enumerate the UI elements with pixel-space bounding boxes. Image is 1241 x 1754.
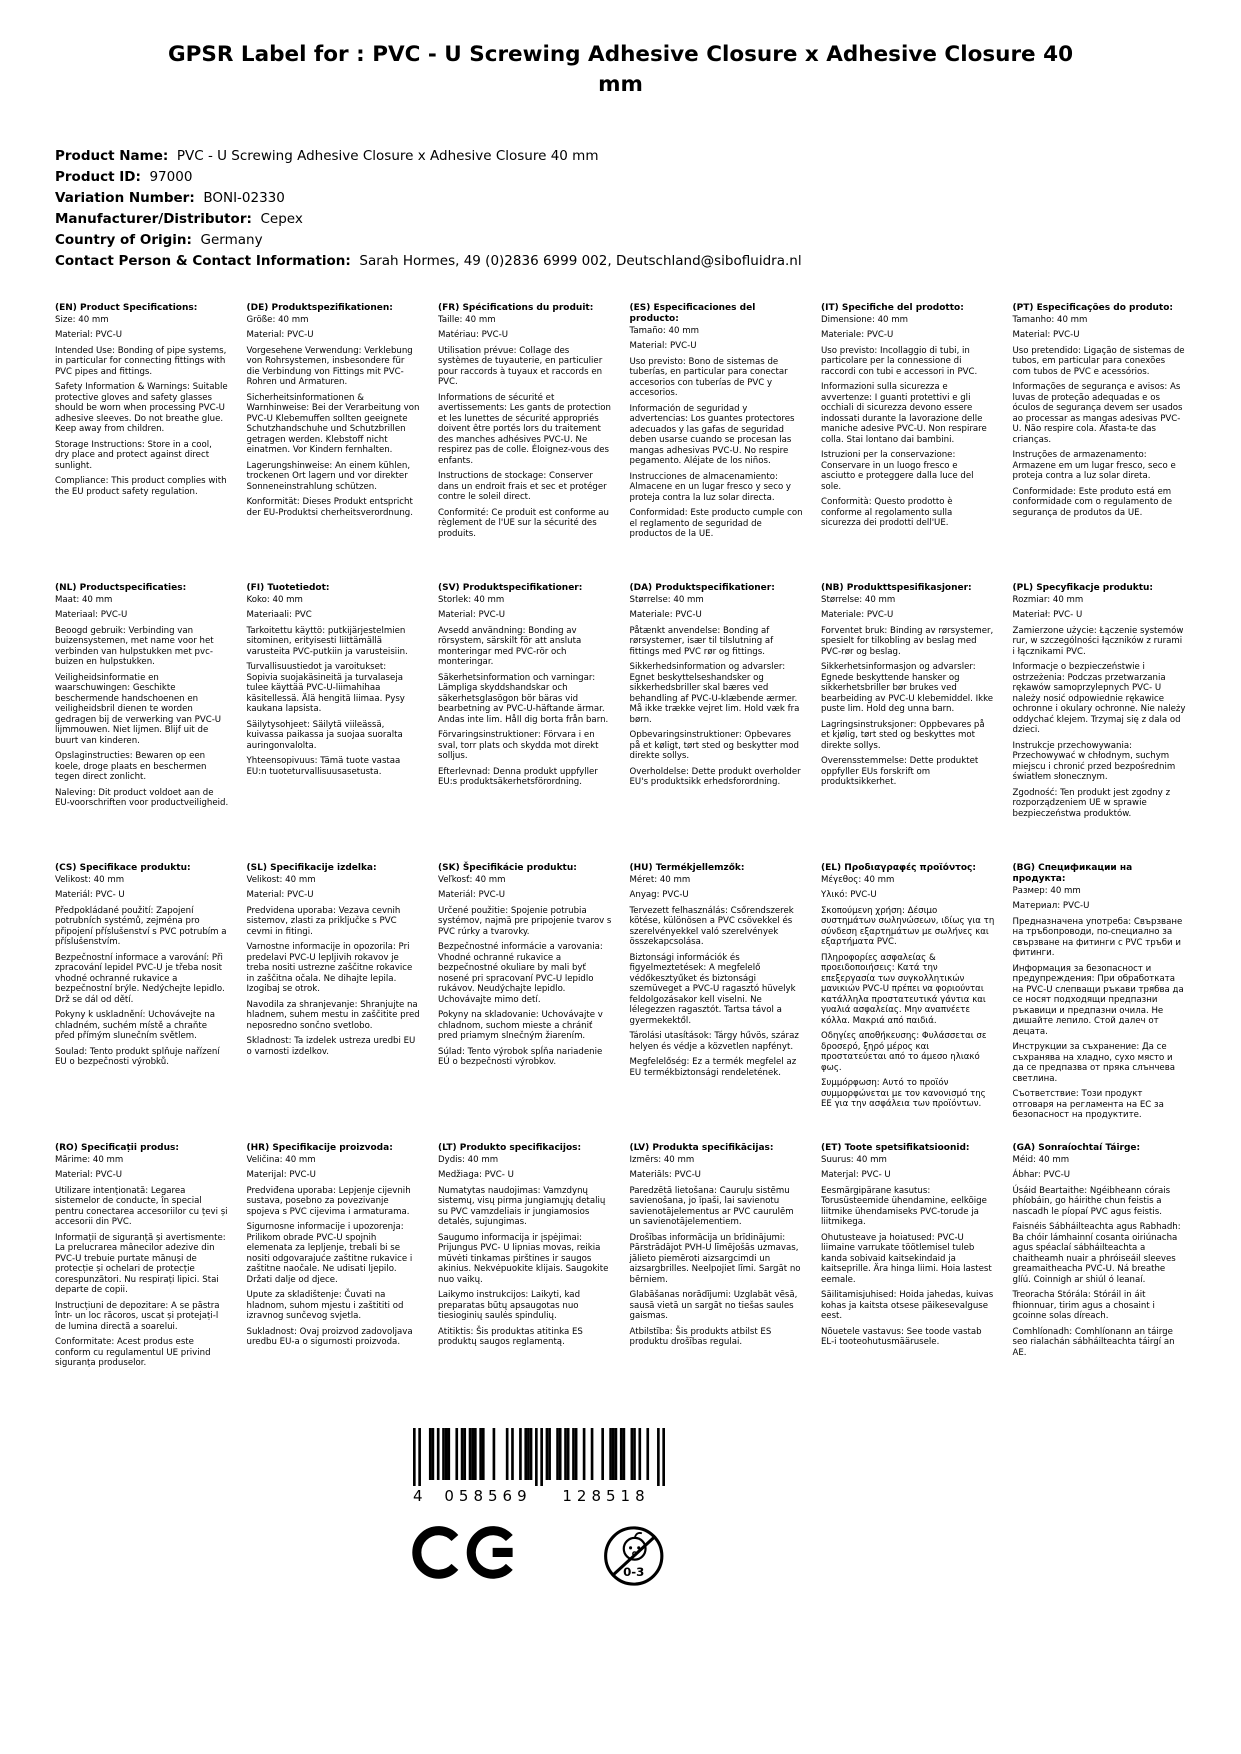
product-info-label: Product ID: — [55, 169, 141, 185]
language-block-header: (SL) Specifikacije izdelka: — [246, 863, 377, 873]
language-block-paragraph: Beoogd gebruik: Verbinding van buizensystemen, met name voor het verbinden van hulpstukken met pvc-buizen en hulpstukken. — [55, 625, 214, 668]
language-block-sk — [438, 863, 612, 1143]
language-block-fr — [438, 303, 612, 583]
language-block-paragraph: Materiaal: PVC-U — [55, 610, 128, 621]
language-block-paragraph: Numatytas naudojimas: Vamzdynų sistemų, visų pirma jungiamųjų detalių su PVC vamzdeliais ir jungiamosios detalės, sujungimas. — [438, 1185, 606, 1228]
language-block-paragraph: Materiaali: PVC — [246, 610, 312, 621]
language-block-paragraph: Eesmärgipärane kasutus: Torusüsteemide ühendamine, eelkõige liitmike ühendamiseks PVC-torude ja liitmikega. — [821, 1185, 987, 1228]
bottom-section — [413, 1428, 665, 1591]
language-block-paragraph: Conformidad: Este producto cumple con el reglamento de seguridad de productos de la UE. — [629, 508, 803, 540]
language-block-paragraph: Súlad: Tento výrobok spĺňa nariadenie EÚ o bezpečnosti výrobkov. — [438, 1046, 603, 1068]
language-block-es — [630, 303, 804, 583]
language-block-paragraph: Material: PVC-U — [438, 610, 505, 621]
language-block-paragraph: Dimensione: 40 mm — [821, 314, 909, 325]
language-block-paragraph: Atbilstība: Šis produkts atbilst ES produktu drošības regulai. — [629, 1326, 772, 1348]
language-block-paragraph: Uso previsto: Bono de sistemas de tuberías, en particular para conectar accesorios con tuberías de PVC y accesorios. — [629, 356, 788, 399]
language-block-paragraph: Μέγεθος: 40 mm — [821, 874, 895, 885]
language-block-paragraph: Instrucciones de almacenamiento: Almacene en un lugar fresco y seco y proteja contra la luz solar directa. — [629, 471, 792, 503]
language-block-paragraph: Información de seguridad y advertencias: Los guantes protectores adecuados y las gafas de seguridad deben usarse cuando se procesan las mangas adhesivas PVC-U. No respire pegamento. Aléjate de los niños. — [629, 403, 795, 467]
barcode-group-1: 058569 — [444, 1487, 532, 1505]
language-block-paragraph: Materiale: PVC-U — [629, 610, 702, 621]
product-info-value: BONI-02330 — [194, 190, 285, 206]
product-info-label: Country of Origin: — [55, 232, 192, 248]
language-block-paragraph: Instrucțiuni de depozitare: A se păstra într- un loc răcoros, uscat și protejați-l de lumina directă a soarelui. — [55, 1300, 220, 1332]
language-block-paragraph: Určené použitie: Spojenie potrubia systémov, najmä pre pripojenie tvarov s PVC rúrky a tvarovky. — [438, 905, 612, 937]
language-block-header: (FI) Tuotetiedot: — [246, 583, 330, 593]
language-block-paragraph: Size: 40 mm — [55, 314, 109, 325]
product-info-row — [55, 167, 1186, 188]
language-block-paragraph: Lagringsinstruksjoner: Oppbevares på et kjølig, tørt sted og beskyttes mot direkte sollys. — [821, 719, 985, 751]
language-block-paragraph: Méid: 40 mm — [1012, 1154, 1070, 1165]
language-block-hr — [247, 1143, 421, 1423]
language-block-paragraph: Bezpečnostné informácie a varovania: Vhodné ochranné rukavice a bezpečnostné okuliare by mali byť nosené pri spracovaní PVC-U lepidlo rukávov. Neudýchajte lepidlo. Uchovávajte mimo detí. — [438, 942, 603, 1005]
language-block-et — [821, 1143, 995, 1423]
language-block-paragraph: Pokyny na skladovanie: Uchovávajte v chladnom, suchom mieste a chrániť pred priamym slnečným žiarením. — [438, 1010, 603, 1042]
language-block-paragraph: Tárolási utasítások: Tárgy hűvös, száraz helyen és védje a közvetlen napfényt. — [629, 1031, 799, 1052]
language-block-it — [821, 303, 995, 583]
language-block-paragraph: Anyag: PVC-U — [629, 890, 689, 901]
language-block-header: (CS) Specifikace produktu: — [55, 863, 191, 873]
compliance-marks — [411, 1521, 665, 1591]
language-block-paragraph: Uso pretendido: Ligação de sistemas de tubos, em particular para conexões com tubos de PVC e acessórios. — [1012, 345, 1185, 377]
language-block-paragraph: Säilitamisjuhised: Hoida jahedas, kuivas kohas ja kaitsta otsese päikesevalguse eest. — [821, 1290, 994, 1322]
language-block-fi — [247, 583, 421, 863]
language-block-paragraph: Veličina: 40 mm — [246, 1154, 316, 1165]
language-block-paragraph: Suurus: 40 mm — [821, 1154, 887, 1165]
language-block-paragraph: Velikost: 40 mm — [246, 874, 316, 885]
language-block-paragraph: Instructions de stockage: Conserver dans un endroit frais et sec et protéger contre le soleil direct. — [438, 471, 607, 503]
language-block-paragraph: Bezpečnostní informace a varování: Při zpracování lepidel PVC-U je třeba nosit vhodné ochranné rukavice a bezpečnostní brýle. Nedýchejte lepidlo. Drž se dál od dětí. — [55, 952, 225, 1005]
language-block-sv — [438, 583, 612, 863]
language-block-paragraph: Glabāšanas norādījumi: Uzglabāt vēsā, sausā vietā un sargāt no tiešas saules gaismas. — [629, 1290, 798, 1322]
language-block-paragraph: Treoracha Stórála: Stóráil in áit fhionnuar, tirim agus a chosaint i gcoinne solas díreach. — [1012, 1290, 1155, 1322]
language-block-paragraph: Предназначена употреба: Свързване на тръбопроводи, по-специално за свързване на фитинги с PVC тръби и фитинги. — [1012, 916, 1183, 959]
product-info-row — [55, 230, 1186, 251]
language-block-paragraph: Materiāls: PVC-U — [629, 1170, 701, 1181]
language-block-paragraph: Zamierzone użycie: Łączenie systemów rur, w szczególności łączników z rurami i łącznikami PVC. — [1012, 625, 1184, 657]
product-info-label: Product Name: — [55, 148, 169, 164]
product-info-value: Germany — [191, 232, 263, 248]
barcode-digits — [413, 1487, 665, 1505]
language-block-nl — [55, 583, 229, 863]
language-block-paragraph: Overholdelse: Dette produkt overholder EU's produktsikk erhedsforordning. — [629, 766, 801, 788]
language-block-paragraph: Sicherheitsinformationen & Warnhinweise: Bei der Verarbeitung von PVC-U Klebemuffen sollten geeignete Schutzhandschuhe und Schutzbrillen getragen werden. Klebstoff nicht einatmen. Vor Kindern fernhalten. — [246, 392, 420, 456]
language-block-sl — [247, 863, 421, 1143]
language-block-en — [55, 303, 229, 583]
language-block-paragraph: Comhlíonadh: Comhlíonann an táirge seo rialachán sábháilteachta táirgí an AE. — [1012, 1326, 1175, 1358]
language-block-paragraph: Laikymo instrukcijos: Laikyti, kad preparatas būtų apsaugotas nuo tiesioginių saulės spindulių. — [438, 1290, 581, 1322]
product-info-value: PVC - U Screwing Adhesive Closure x Adhesive Closure 40 mm — [168, 148, 599, 164]
language-block-bg — [1013, 863, 1187, 1143]
language-block-paragraph: Conformità: Questo prodotto è conforme al regolamento sulla sicurezza dei prodotti dell'UE. — [821, 497, 953, 529]
language-block-paragraph: Izmērs: 40 mm — [629, 1154, 695, 1165]
language-block-pl — [1013, 583, 1187, 863]
language-block-paragraph: Skladnost: Ta izdelek ustreza uredbi EU o varnosti izdelkov. — [246, 1036, 416, 1057]
language-block-ro — [55, 1143, 229, 1423]
language-block-paragraph: Υλικό: PVC-U — [821, 890, 877, 901]
language-block-paragraph: Dydis: 40 mm — [438, 1154, 499, 1165]
language-block-paragraph: Předpokládané použití: Zapojení potrubních systémů, zejména pro připojení příslušenství s PVC potrubím a příslušenstvím. — [55, 905, 227, 948]
language-block-header: (BG) Спецификации на продукта: — [1012, 863, 1133, 884]
language-block-paragraph: Soulad: Tento produkt splňuje nařízení EU o bezpečnosti výrobků. — [55, 1046, 220, 1068]
language-block-paragraph: Størrelse: 40 mm — [629, 594, 704, 605]
language-block-lv — [630, 1143, 804, 1423]
language-block-paragraph: Istruzioni per la conservazione: Conservare in un luogo fresco e asciutto e proteggere dalla luce del sole. — [821, 450, 974, 492]
product-info-row — [55, 146, 1186, 167]
language-block-paragraph: Förvaringsinstruktioner: Förvara i en sval, torr plats och skydda mot direkt solljus. — [438, 730, 599, 762]
language-block-paragraph: Sikkerhetsinformasjon og advarsler: Egnede beskyttende hansker og sikkerhetsbriller bør brukes ved bearbeiding av PVC-U klebemiddel. Ikke puste lim. Hold deg unna barn. — [821, 662, 994, 715]
language-block-paragraph: Opbevaringsinstruktioner: Opbevares på et køligt, tørt sted og beskytter mod direkte sollys. — [629, 730, 800, 762]
product-info-label: Contact Person & Contact Information: — [55, 253, 351, 269]
language-block-header: (HU) Termékjellemzők: — [629, 863, 745, 873]
language-block-paragraph: Materiál: PVC-U — [438, 890, 505, 901]
language-block-paragraph: Mărime: 40 mm — [55, 1154, 124, 1165]
language-block-header: (LV) Produkta specifikācijas: — [629, 1143, 774, 1153]
language-block-paragraph: Инструкции за съхранение: Да се съхранява на хладно, сухо място и да се предпазва от пряка слънчева светлина. — [1012, 1042, 1176, 1084]
language-block-paragraph: Paredzētā lietošana: Cauruļu sistēmu savienošana, jo īpaši, lai savienotu savienotājelementus ar PVC caurulēm un savienotājelementiem. — [629, 1185, 794, 1228]
language-block-header: (ET) Toote spetsifikatsioonid: — [821, 1143, 970, 1153]
language-block-paragraph: Naleving: Dit product voldoet aan de EU-voorschriften voor productveiligheid. — [55, 787, 229, 809]
language-block-paragraph: Tamanho: 40 mm — [1012, 314, 1088, 325]
language-block-paragraph: Turvallisuustiedot ja varoitukset: Sopivia suojakäsineitä ja turvalaseja tulee käyttää PVC-U-liimahihaa käsitellessä. Älä hengitä liimaa. Pysy kaukana lapsista. — [246, 662, 405, 715]
language-block-paragraph: Σκοπούμενη χρήση: Δέσιμο συστημάτων σωληνώσεων, ιδίως για τη σύνδεση εξαρτημάτων με σωλήνες και εξαρτήματα PVC. — [821, 905, 995, 948]
language-block-paragraph: Utilisation prévue: Collage des systèmes de tuyauterie, en particulier pour raccords à tuyaux et raccords en PVC. — [438, 345, 603, 388]
language-block-paragraph: Opslaginstructies: Bewaren op een koele, droge plaats en beschermen tegen direct zonlicht. — [55, 751, 207, 783]
language-block-paragraph: Pokyny k uskladnění: Uchovávejte na chladném, suchém místě a chraňte před přímým slunečním světlem. — [55, 1010, 215, 1042]
language-block-paragraph: Размер: 40 mm — [1012, 885, 1081, 896]
language-block-paragraph: Sikkerhedsinformation og advarsler: Egnet beskyttelseshandsker og sikkerhedsbriller skal bæres ved behandling af PVC-U-klæbende ærmer. Må ikke trække vejret lim. Hold væk fra børn. — [629, 662, 800, 725]
language-block-paragraph: Material: PVC-U — [1012, 330, 1080, 341]
language-block-header: (EN) Product Specifications: — [55, 303, 198, 313]
language-block-header: (ES) Especificaciones del producto: — [629, 303, 756, 324]
language-block-paragraph: Predvidena uporaba: Vezava cevnih sistemov, zlasti za priključke s PVC cevmi in fitingi. — [246, 905, 401, 937]
barcode-bars-icon — [413, 1428, 665, 1486]
product-info-value: 97000 — [140, 169, 193, 185]
language-block-paragraph: Saugumo informacija ir įspėjimai: Prijungus PVC- U lipnias movas, reikia mūvėti tinkamas pirštines ir saugos akinius. Nekvėpuokite klijais. Saugokite nuo vaikų. — [438, 1232, 609, 1285]
language-block-cs — [55, 863, 229, 1143]
language-block-paragraph: Informations de sécurité et avertissements: Les gants de protection et les lunettes de sécurité appropriés doivent être portés lors du traitement des manches adhésives PVC-U. Ne respirez pas de colle. Éloignez-vous des enfants. — [438, 392, 612, 466]
language-block-paragraph: Nõuetele vastavus: See toode vastab EL-i tooteohutusmäärusele. — [821, 1326, 982, 1348]
language-block-paragraph: Drošības informācija un brīdinājumi: Pārstrādājot PVH-U līmējošās uzmavas, jālieto piemēroti aizsargcimdi un aizsargbrilles. Neelpojiet līmi. Sargāt no bērniem. — [629, 1232, 801, 1285]
language-block-header: (LT) Produkto specifikacijos: — [438, 1143, 582, 1153]
language-block-header: (EL) Προδιαγραφές προϊόντος: — [821, 863, 976, 873]
language-block-paragraph: Materiale: PVC-U — [821, 330, 894, 341]
product-info-value: Sarah Hormes, 49 (0)2836 6999 002, Deutschland@sibofluidra.nl — [350, 253, 802, 269]
age-warning-icon — [602, 1521, 666, 1591]
ce-mark-icon — [411, 1521, 524, 1583]
product-info-label: Variation Number: — [55, 190, 195, 206]
language-block-paragraph: Veiligheidsinformatie en waarschuwingen: Geschikte beschermende handschoenen en veiligheidsbril dienen te worden gedragen bij de verwerking van PVC-U lijmmouwen. Niet lijmen. Blijf uit de buurt van kinderen. — [55, 672, 222, 746]
language-block-paragraph: Predviđena uporaba: Lepjenje cijevnih sustava, posebno za povezivanje spojeva s PVC cijevima i armaturama. — [246, 1185, 411, 1217]
product-info — [55, 146, 1186, 272]
language-block-paragraph: Conformitate: Acest produs este conform cu regulamentul UE privind siguranța produselor. — [55, 1337, 211, 1369]
language-block-header: (IT) Specifiche del prodotto: — [821, 303, 964, 313]
language-block-paragraph: Medžiaga: PVC- U — [438, 1170, 514, 1181]
page-title: GPSR Label for : PVC - U Screwing Adhesive Closure x Adhesive Closure 40 mm — [167, 42, 1074, 97]
language-block-paragraph: Varnostne informacije in opozorila: Pri predelavi PVC-U lepljivih rokavov je treba nositi ustrezne zaščitne rokavice in zaščitna očala. Ne dihajte lepila. Izogibaj se otrok. — [246, 942, 413, 995]
language-block-header: (NL) Productspecificaties: — [55, 583, 187, 593]
language-block-paragraph: Ohutusteave ja hoiatused: PVC-U liimaine varrukate töötlemisel tuleb kanda sobivaid kaitsekindaid ja kaitseprille. Ära hinga liimi. Hoia lastest eemale. — [821, 1232, 992, 1285]
language-block-paragraph: Informazioni sulla sicurezza e avvertenze: I guanti protettivi e gli occhiali di sicurezza devono essere indossati durante la lavorazione delle maniche adesive PVC-U. Non respirare colla. Stai lontano dai bambini. — [821, 382, 987, 445]
language-block-paragraph: Safety Information & Warnings: Suitable protective gloves and safety glasses should be worn when processing PVC-U adhesive sleeves. Do not breathe glue. Keep away from children. — [55, 382, 228, 435]
language-block-header: (RO) Specificații produs: — [55, 1143, 179, 1153]
language-block-lt — [438, 1143, 612, 1423]
product-info-value: Cepex — [251, 211, 303, 227]
product-info-row — [55, 188, 1186, 209]
language-block-header: (DE) Produktspezifikationen: — [246, 303, 393, 313]
barcode-lead-digit: 4 — [413, 1487, 423, 1505]
product-info-label: Manufacturer/Distributor: — [55, 211, 252, 227]
language-block-paragraph: Velikost: 40 mm — [55, 874, 125, 885]
language-block-paragraph: Avsedd användning: Bonding av rörsystem, särskilt för att ansluta monteringar med PVC-rör och monteringar. — [438, 625, 582, 668]
language-block-paragraph: Instruções de armazenamento: Armazene em um lugar fresco, seco e proteja contra a luz solar direta. — [1012, 450, 1176, 482]
barcode-group-2: 128518 — [562, 1487, 650, 1505]
language-grid — [55, 303, 1186, 1423]
language-block-paragraph: Faisnéis Sábháilteachta agus Rabhadh: Ba chóir lámhainní cosanta oiriúnacha agus spéaclaí sábháilteachta a chaitheamh nuair a phróiseáil sleeves greamaitheacha PVC-U. Ná breathe glíú. Coinnigh ar shiúl ó leanaí. — [1012, 1222, 1181, 1285]
language-block-header: (SK) Špecifikácie produktu: — [438, 863, 577, 873]
language-block-paragraph: Ábhar: PVC-U — [1012, 1170, 1071, 1181]
language-block-paragraph: Intended Use: Bonding of pipe systems, in particular for connecting fittings with PVC pipes and fittings. — [55, 345, 227, 377]
language-block-paragraph: Συμμόρφωση: Αυτό το προϊόν συμμορφώνεται με τον κανονισμό της ΕΕ για την ασφάλεια των προϊόντων. — [821, 1078, 986, 1110]
product-info-row — [55, 251, 1186, 272]
language-block-paragraph: Tervezett felhasználás: Csőrendszerek kötése, különösen a PVC csövekkel és szerelvényekkel való szerelvények összekapcsolása. — [629, 905, 794, 948]
language-block-paragraph: Material: PVC-U — [246, 890, 314, 901]
language-block-paragraph: Sukladnost: Ovaj proizvod zadovoljava uredbu EU-a o sigurnosti proizvoda. — [246, 1326, 413, 1348]
language-block-paragraph: Utilizare intenționată: Legarea sistemelor de conducte, în special pentru conectarea accesoriilor cu țevi și accesorii din PVC. — [55, 1185, 228, 1228]
language-block-paragraph: Koko: 40 mm — [246, 594, 303, 605]
language-block-paragraph: Tamaño: 40 mm — [629, 325, 699, 336]
language-block-paragraph: Informações de segurança e avisos: As luvas de proteção adequadas e os óculos de segurança devem ser usados ao processar as mangas adesivas PVC-U. Não respire cola. Afasta-te das crianças. — [1012, 382, 1183, 445]
language-block-paragraph: Upute za skladištenje: Čuvati na hladnom, suhom mjestu i zaštititi od izravnog sunčevog svjetla. — [246, 1290, 404, 1322]
language-block-header: (PL) Specyfikacje produktu: — [1012, 583, 1154, 593]
language-block-paragraph: Conformité: Ce produit est conforme au règlement de l'UE sur la sécurité des produits. — [438, 507, 609, 539]
language-block-header: (GA) Sonraíochtaí Táirge: — [1012, 1143, 1141, 1153]
language-block-paragraph: Matériau: PVC-U — [438, 330, 509, 341]
language-block-paragraph: Οδηγίες αποθήκευσης: Φυλάσσεται σε δροσερό, ξηρό μέρος και προστατεύεται από το άμεσο ηλιακό φως. — [821, 1031, 987, 1073]
language-block-nb — [821, 583, 995, 863]
product-info-row — [55, 209, 1186, 230]
language-block-header: (FR) Spécifications du produit: — [438, 303, 594, 313]
language-block-pt — [1013, 303, 1187, 583]
language-block-header: (PT) Especificações do produto: — [1012, 303, 1174, 313]
language-block-paragraph: Rozmiar: 40 mm — [1012, 594, 1084, 605]
language-block-paragraph: Compliance: This product complies with the EU product safety regulation. — [55, 476, 227, 497]
language-block-header: (HR) Specifikacije proizvoda: — [246, 1143, 393, 1153]
language-block-paragraph: Størrelse: 40 mm — [821, 594, 896, 605]
language-block-paragraph: Yhteensopivuus: Tämä tuote vastaa EU:n tuoteturvallisuusasetusta. — [246, 756, 401, 777]
language-block-paragraph: Материал: PVC-U — [1012, 901, 1090, 912]
language-block-paragraph: Taille: 40 mm — [438, 314, 496, 325]
language-block-paragraph: Forventet bruk: Binding av rørsystemer, spesielt for tilkobling av beslag med PVC-rør og beslag. — [821, 625, 994, 657]
language-block-paragraph: Информация за безопасност и предупреждения: При обработката на PVC-U слепващи ръкави трябва да се носят подходящи предпазни ръкавици и предпазни очила. Не дишайте лепило. Стой далеч от децата. — [1012, 963, 1184, 1037]
language-block-paragraph: Πληροφορίες ασφαλείας & προειδοποιήσεις: Κατά την επεξεργασία των συγκολλητικών μανικιών PVC-U πρέπει να φοριούνται κατάλληλα προστατευτικά γάντια και γυαλιά ασφαλείας. Μην αναπνέετε κόλλα. Μακριά από παιδιά. — [821, 952, 986, 1026]
language-block-paragraph: Materiál: PVC- U — [55, 890, 125, 901]
language-block-paragraph: Säilytysohjeet: Säilytä viileässä, kuivassa paikassa ja suojaa suoralta auringonvalolta. — [246, 719, 403, 751]
language-block-paragraph: Informacje o bezpieczeństwie i ostrzeżenia: Podczas przetwarzania rękawów samoprzylepnych PVC- U należy nosić odpowiednie rękawice ochronne i okulary ochronne. Nie należy oddychać klejem. Trzymaj się z dala od dzieci. — [1012, 662, 1186, 736]
language-block-paragraph: Vorgesehene Verwendung: Verklebung von Rohrsystemen, insbesondere für die Verbindung von Fittings mit PVC-Rohren und Armaturen. — [246, 345, 413, 388]
language-block-paragraph: Atitiktis: Šis produktas atitinka ES produktų saugos reglamentą. — [438, 1326, 583, 1348]
language-block-el — [821, 863, 995, 1143]
language-block-paragraph: Съответствие: Този продукт отговаря на регламента на ЕС за безопасност на продуктите. — [1012, 1089, 1164, 1121]
language-block-paragraph: Materjal: PVC- U — [821, 1170, 891, 1181]
language-block-paragraph: Storlek: 40 mm — [438, 594, 505, 605]
language-block-header: (NB) Produkttspesifikasjoner: — [821, 583, 972, 593]
language-block-paragraph: Veľkosť: 40 mm — [438, 874, 506, 885]
language-block-paragraph: Overensstemmelse: Dette produktet oppfyller EUs forskrift om produktsikkerhet. — [821, 756, 979, 788]
language-block-ga — [1013, 1143, 1187, 1423]
language-block-paragraph: Informații de siguranță și avertismente: La prelucrarea mânecilor adezive din PVC-U trebuie purtate mănuși de protecție și ochelari de protecție corespunzători. Nu respirați lipici. Stai departe de copii. — [55, 1232, 226, 1296]
language-block-paragraph: Méret: 40 mm — [629, 874, 691, 885]
age-warning-text: 0-3 — [622, 1564, 644, 1579]
language-block-hu — [630, 863, 804, 1143]
language-block-paragraph: Instrukcje przechowywania: Przechowywać w chłodnym, suchym miejscu i chronić przed bezpośrednim światłem słonecznym. — [1012, 740, 1176, 783]
language-block-paragraph: Materiał: PVC- U — [1012, 610, 1083, 621]
language-block-paragraph: Größe: 40 mm — [246, 314, 309, 325]
language-block-da — [630, 583, 804, 863]
language-block-paragraph: Storage Instructions: Store in a cool, dry place and protect against direct sunlight. — [55, 439, 212, 471]
language-block-paragraph: Konformität: Dieses Produkt entspricht der EU-Produktsi cherheitsverordnung. — [246, 497, 413, 518]
language-block-paragraph: Uso previsto: Incollaggio di tubi, in particolare per la connessione di raccordi con tubi e accessori in PVC. — [821, 345, 978, 377]
language-block-paragraph: Efterlevnad: Denna produkt uppfyller EU:s produktsäkerhetsförordning. — [438, 766, 598, 788]
language-block-paragraph: Säkerhetsinformation och varningar: Lämpliga skyddshandskar och säkerhetsglasögon bör bäras vid bearbetning av PVC-U-häftande ärmar. Andas inte lim. Håll dig borta från barn. — [438, 672, 609, 725]
language-block-header: (DA) Produktspecifikationer: — [629, 583, 775, 593]
language-block-paragraph: Úsáid Beartaithe: Ngéibheann córais phíobáin, go háirithe chun feistis a nascadh le píopaí PVC agus feistis. — [1012, 1185, 1171, 1217]
language-block-paragraph: Material: PVC-U — [55, 1170, 122, 1181]
language-block-paragraph: Tarkoitettu käyttö: putkijärjestelmien sitominen, erityisesti liittämällä varusteita PVC-putkiin ja varusteisiin. — [246, 625, 408, 657]
language-block-paragraph: Sigurnosne informacije i upozorenja: Prilikom obrade PVC-U spojnih elemenata za lepljenje, trebali bi se nositi odgovarajuće zaštitne rukavice i zaštitne naočale. Ne udisati ljepilo. Držati dalje od djece. — [246, 1222, 413, 1285]
language-block-paragraph: Material: PVC-U — [55, 330, 122, 341]
language-block-paragraph: Materijal: PVC-U — [246, 1170, 316, 1181]
language-block-paragraph: Maat: 40 mm — [55, 594, 113, 605]
language-block-paragraph: Conformidade: Este produto está em conformidade com o regulamento de segurança de produtos da UE. — [1012, 486, 1173, 518]
barcode — [413, 1428, 665, 1505]
language-block-paragraph: Megfelelőség: Ez a termék megfelel az EU termékbiztonsági rendeletének. — [629, 1057, 797, 1078]
language-block-paragraph: Biztonsági információk és figyelmeztetések: A megfelelő védőkesztyűket és biztonsági szemüveget a PVC-U ragasztó hüvelyk feldolgozásakor kell viselni. Ne lélegezzen ragasztót. Tartsa távol a gyermekektől. — [629, 952, 796, 1026]
language-block-header: (SV) Produktspecifikationer: — [438, 583, 583, 593]
language-block-paragraph: Påtænkt anvendelse: Bonding af rørsystemer, især til tilslutning af fittings med PVC rør og fittings. — [629, 625, 774, 657]
language-block-de — [247, 303, 421, 583]
language-block-paragraph: Materiale: PVC-U — [821, 610, 894, 621]
language-block-paragraph: Zgodność: Ten produkt jest zgodny z rozporządzeniem UE w sprawie bezpieczeństwa produktów. — [1012, 787, 1171, 819]
language-block-paragraph: Navodila za shranjevanje: Shranjujte na hladnem, suhem mestu in zaščitite pred neposredno sončno svetlobo. — [246, 999, 420, 1031]
language-block-paragraph: Material: PVC-U — [246, 330, 314, 341]
language-block-paragraph: Material: PVC-U — [629, 341, 697, 352]
language-block-paragraph: Lagerungshinweise: An einem kühlen, trockenen Ort lagern und vor direkter Sonneneinstrahlung schützen. — [246, 460, 411, 492]
